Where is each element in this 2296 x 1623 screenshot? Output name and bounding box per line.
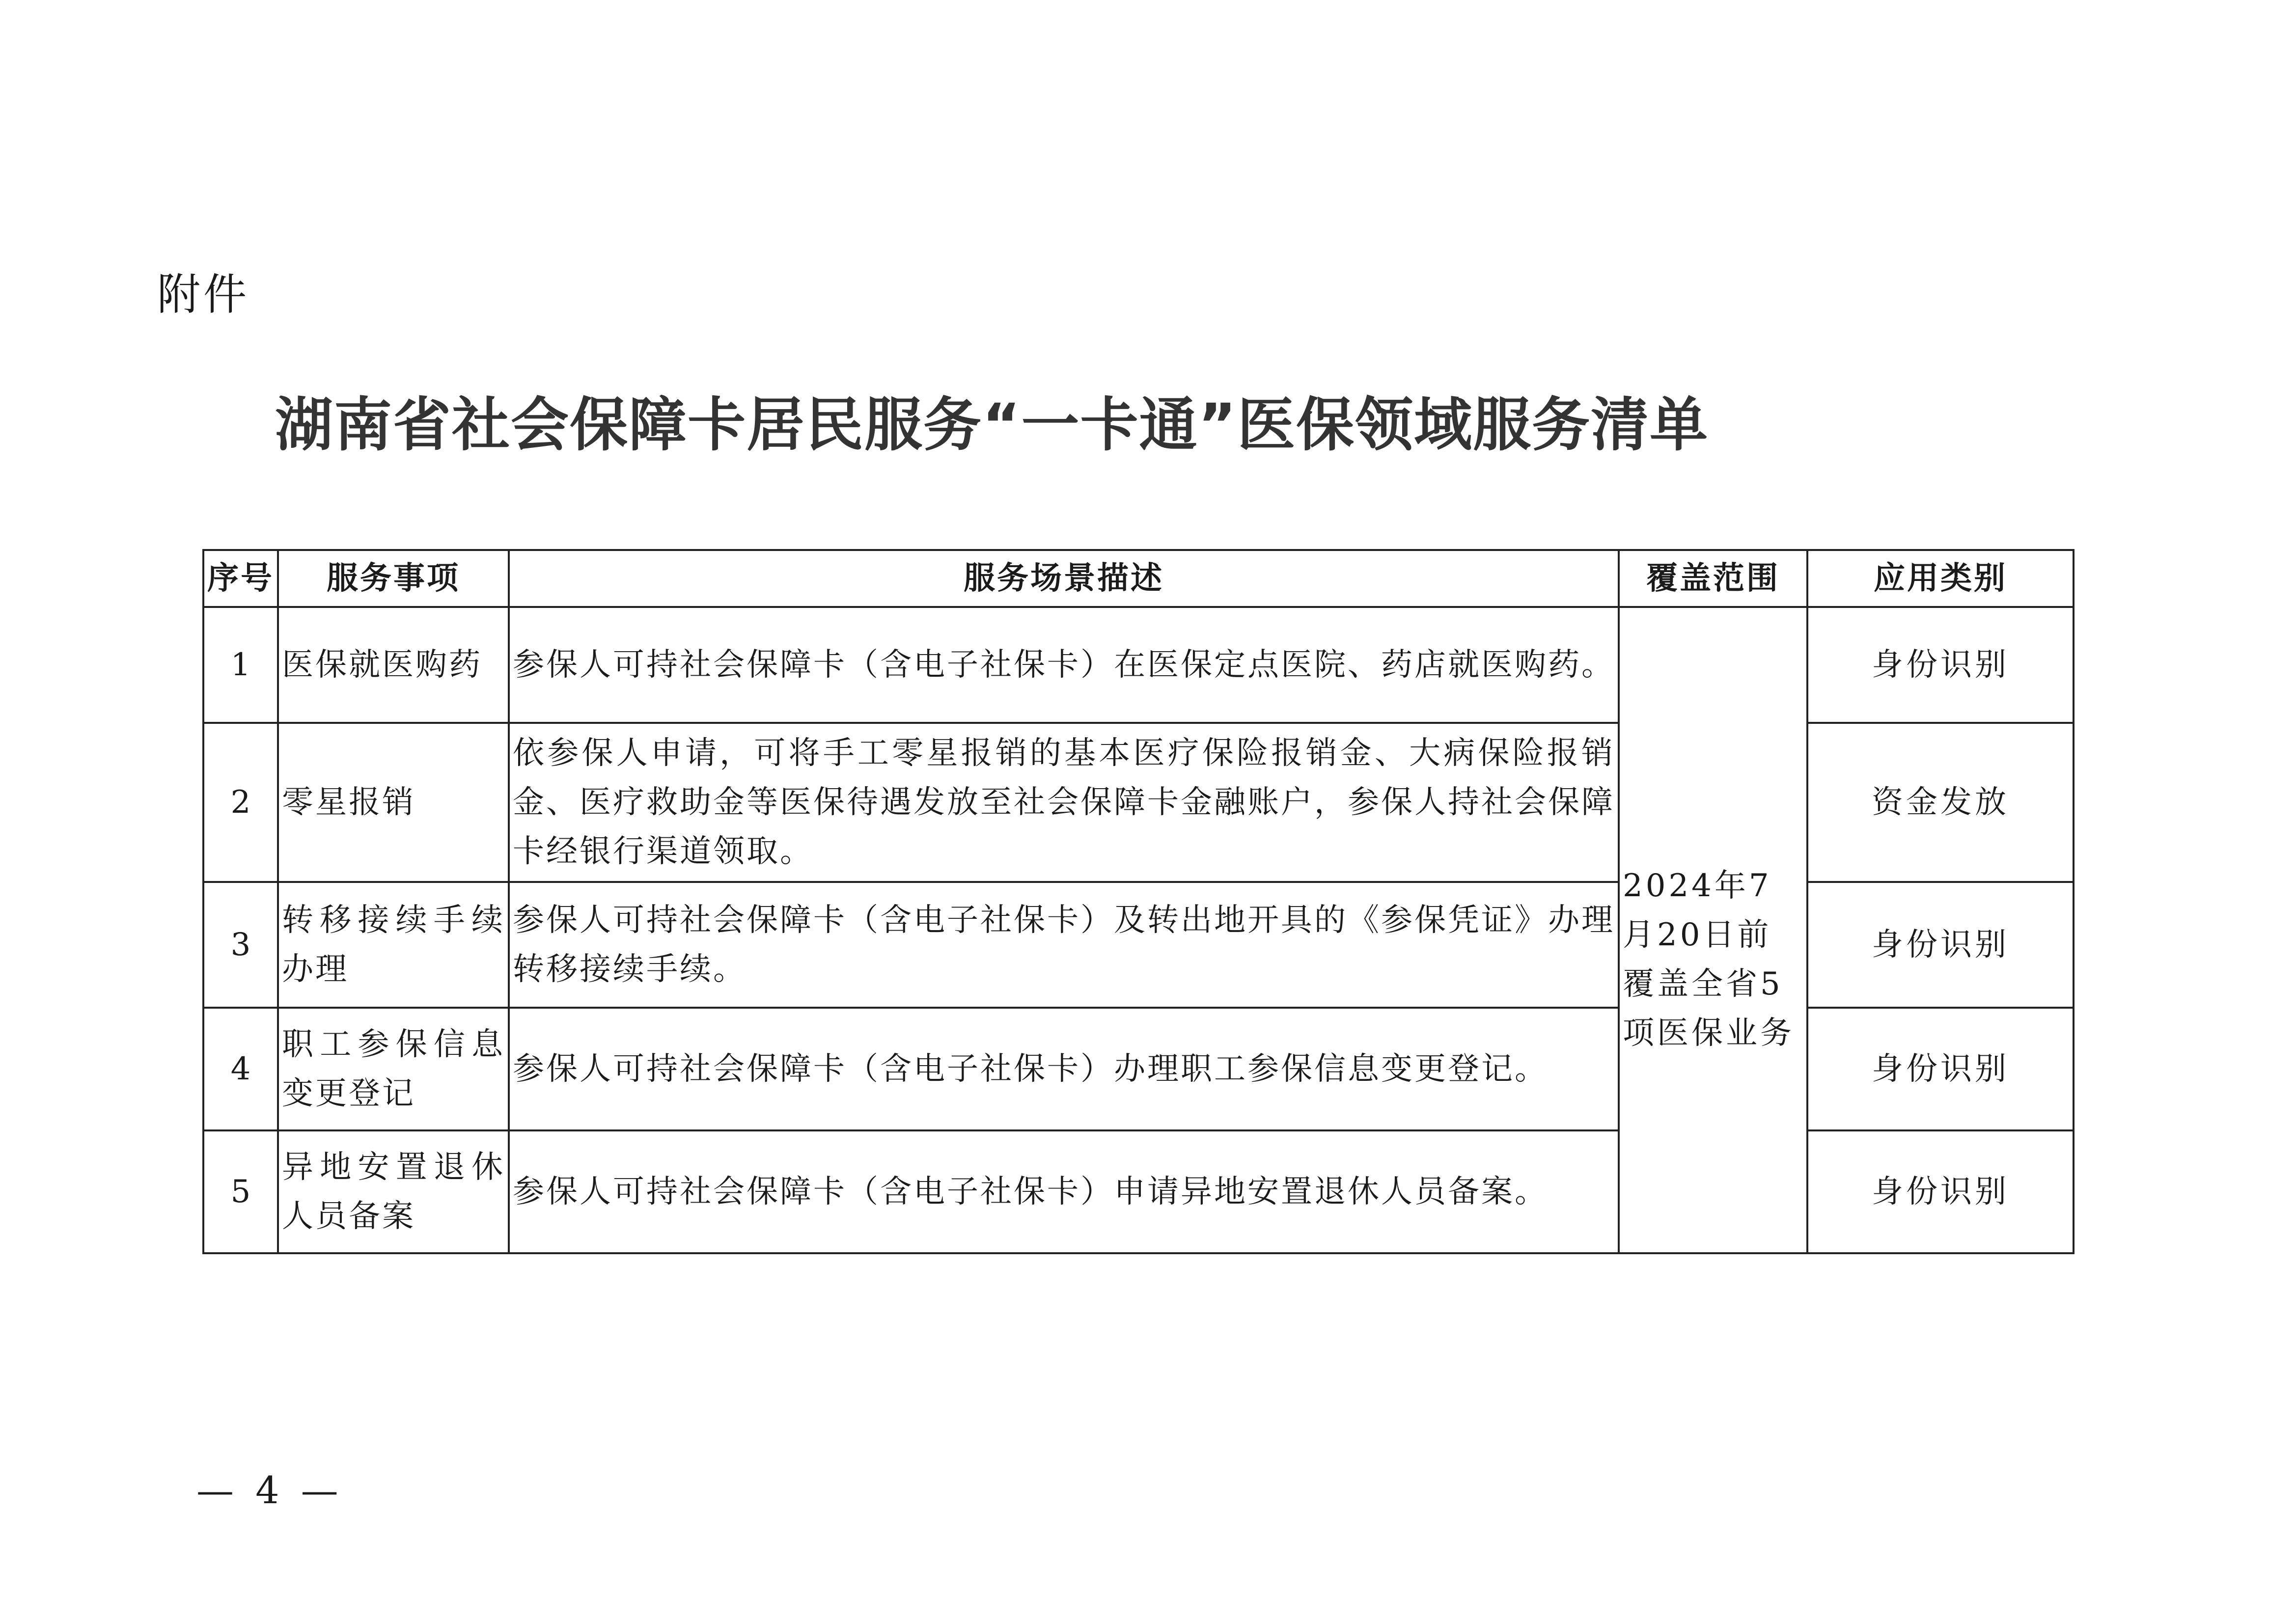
header-category: 应用类别 <box>1807 550 2074 607</box>
header-item: 服务事项 <box>278 550 509 607</box>
row-category: 身份识别 <box>1807 1130 2074 1253</box>
row-num: 5 <box>203 1130 278 1253</box>
service-table <box>202 549 2075 1254</box>
header-desc: 服务场景描述 <box>509 550 1619 607</box>
coverage-cell: 2024年7月20日前覆盖全省5项医保业务 <box>1619 607 1807 1253</box>
row-category: 身份识别 <box>1807 1008 2074 1130</box>
row-num: 3 <box>203 882 278 1008</box>
row-category: 身份识别 <box>1807 882 2074 1008</box>
row-num: 1 <box>203 607 278 723</box>
table-row <box>203 607 2074 723</box>
header-num: 序号 <box>203 550 278 607</box>
row-num: 2 <box>203 723 278 882</box>
row-item: 零星报销 <box>278 723 509 882</box>
row-desc: 参保人可持社会保障卡（含电子社保卡）在医保定点医院、药店就医购药。 <box>509 607 1619 723</box>
row-desc: 依参保人申请，可将手工零星报销的基本医疗保险报销金、大病保险报销金、医疗救助金等医保待遇发放至社会保障卡金融账户，参保人持社会保障卡经银行渠道领取。 <box>509 723 1619 882</box>
row-desc: 参保人可持社会保障卡（含电子社保卡）办理职工参保信息变更登记。 <box>509 1008 1619 1130</box>
row-desc: 参保人可持社会保障卡（含电子社保卡）申请异地安置退休人员备案。 <box>509 1130 1619 1253</box>
document-title: 湖南省社会保障卡居民服务“一卡通”医保领域服务清单 <box>275 391 1709 459</box>
attachment-label: 附件 <box>157 269 250 320</box>
row-category: 身份识别 <box>1807 607 2074 723</box>
row-item: 转移接续手续办理 <box>278 882 509 1008</box>
row-item: 医保就医购药 <box>278 607 509 723</box>
row-desc: 参保人可持社会保障卡（含电子社保卡）及转出地开具的《参保凭证》办理转移接续手续。 <box>509 882 1619 1008</box>
row-category: 资金发放 <box>1807 723 2074 882</box>
row-num: 4 <box>203 1008 278 1130</box>
table-header-row <box>203 550 2074 607</box>
row-item: 职工参保信息变更登记 <box>278 1008 509 1130</box>
row-item: 异地安置退休人员备案 <box>278 1130 509 1253</box>
page-number: — 4 — <box>196 1468 343 1512</box>
header-coverage: 覆盖范围 <box>1619 550 1807 607</box>
